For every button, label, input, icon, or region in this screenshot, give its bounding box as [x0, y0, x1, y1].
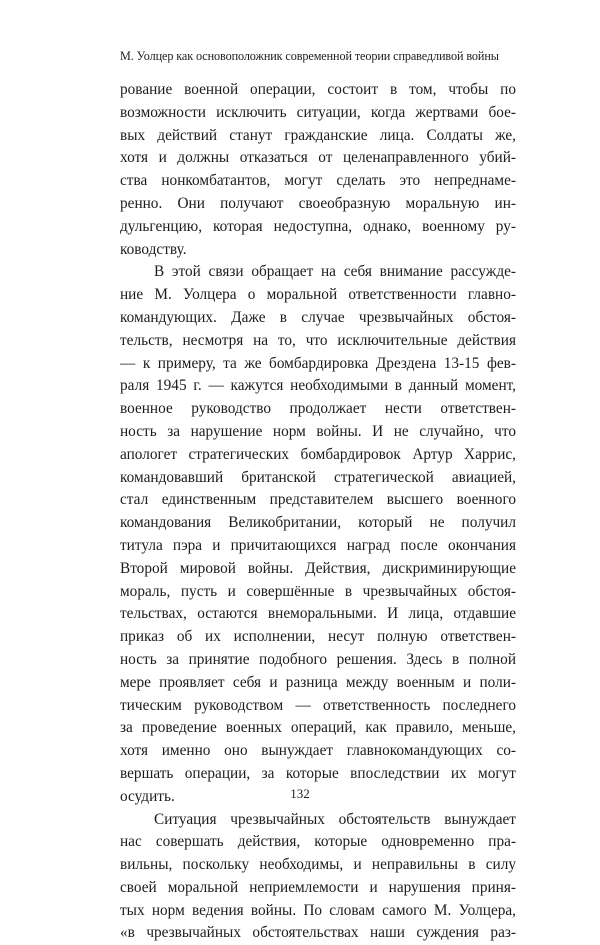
paragraph-2	[120, 261, 516, 808]
text-line: раля 1945 г. — кажутся необходимыми в данный момент,	[120, 375, 516, 398]
text-line: «в чрезвычайных обстоятельствах наши суждения раз-	[120, 922, 516, 945]
text-line: мере проявляет себя и разница между военным и поли-	[120, 672, 516, 695]
text-line: ние М. Уолцера о моральной ответственности главно-	[120, 284, 516, 307]
text-line: ность за нарушение норм войны. И не случайно, что	[120, 421, 516, 444]
text-line: возможности исключить ситуации, когда жертвами бое-	[120, 102, 516, 125]
text-line: тельств, несмотря на то, что исключительные действия	[120, 330, 516, 353]
text-line: вильны, поскольку необходимы, и неправильны в силу	[120, 854, 516, 877]
text-line: ководству.	[120, 239, 516, 262]
text-line: Второй мировой войны. Действия, дискриминирующие	[120, 558, 516, 581]
text-line: ность за принятие подобного решения. Здесь в полной	[120, 649, 516, 672]
text-line: рование военной операции, состоит в том, чтобы по	[120, 79, 516, 102]
text-line: своей моральной неприемлемости и нарушения приня-	[120, 877, 516, 900]
text-line: вершать операции, за которые впоследствии их могут	[120, 763, 516, 786]
text-line: апологет стратегических бомбардировок Артур Харрис,	[120, 444, 516, 467]
text-line: Ситуация чрезвычайных обстоятельств вынуждает	[120, 809, 516, 832]
text-line: нас совершать действия, которые одновременно пра-	[120, 831, 516, 854]
text-line: тельствах, остаются внеморальными. И лица, отдавшие	[120, 603, 516, 626]
text-line: военное руководство продолжает нести ответствен-	[120, 398, 516, 421]
text-line: хотя и должны отказаться от целенаправленного убий-	[120, 147, 516, 170]
paragraph-3	[120, 809, 516, 945]
body-text	[120, 79, 516, 945]
text-line: за проведение военных операций, как правило, меньше,	[120, 717, 516, 740]
text-line: дульгенцию, которая недоступна, однако, военному ру-	[120, 216, 516, 239]
text-line: приказ об их исполнении, несут полную ответствен-	[120, 626, 516, 649]
text-line: ренно. Они получают своеобразную моральную ин-	[120, 193, 516, 216]
text-line: командовавший британской стратегической авиацией,	[120, 467, 516, 490]
page-number: 132	[0, 786, 600, 802]
running-header: М. Уолцер как основоположник современной теории справедливой войны	[120, 49, 520, 64]
text-line: В этой связи обращает на себя внимание рассужде-	[120, 261, 516, 284]
text-line: мораль, пусть и совершённые в чрезвычайных обстоя-	[120, 581, 516, 604]
text-line: вых действий станут гражданские лица. Солдаты же,	[120, 125, 516, 148]
paragraph-1	[120, 79, 516, 261]
text-line: — к примеру, та же бомбардировка Дрездена 13-15 фев-	[120, 353, 516, 376]
text-line: осудить.	[120, 786, 516, 809]
text-line: ства нонкомбатантов, могут сделать это непреднаме-	[120, 170, 516, 193]
text-line: тическим руководством — ответственность последнего	[120, 695, 516, 718]
text-line: тых норм ведения войны. По словам самого М. Уолцера,	[120, 900, 516, 923]
text-line: стал единственным представителем высшего военного	[120, 489, 516, 512]
text-line: командования Великобритании, который не получил	[120, 512, 516, 535]
text-line: хотя именно оно вынуждает главнокомандующих со-	[120, 740, 516, 763]
text-line: командующих. Даже в случае чрезвычайных обстоя-	[120, 307, 516, 330]
text-line: титула пэра и причитающихся наград после окончания	[120, 535, 516, 558]
